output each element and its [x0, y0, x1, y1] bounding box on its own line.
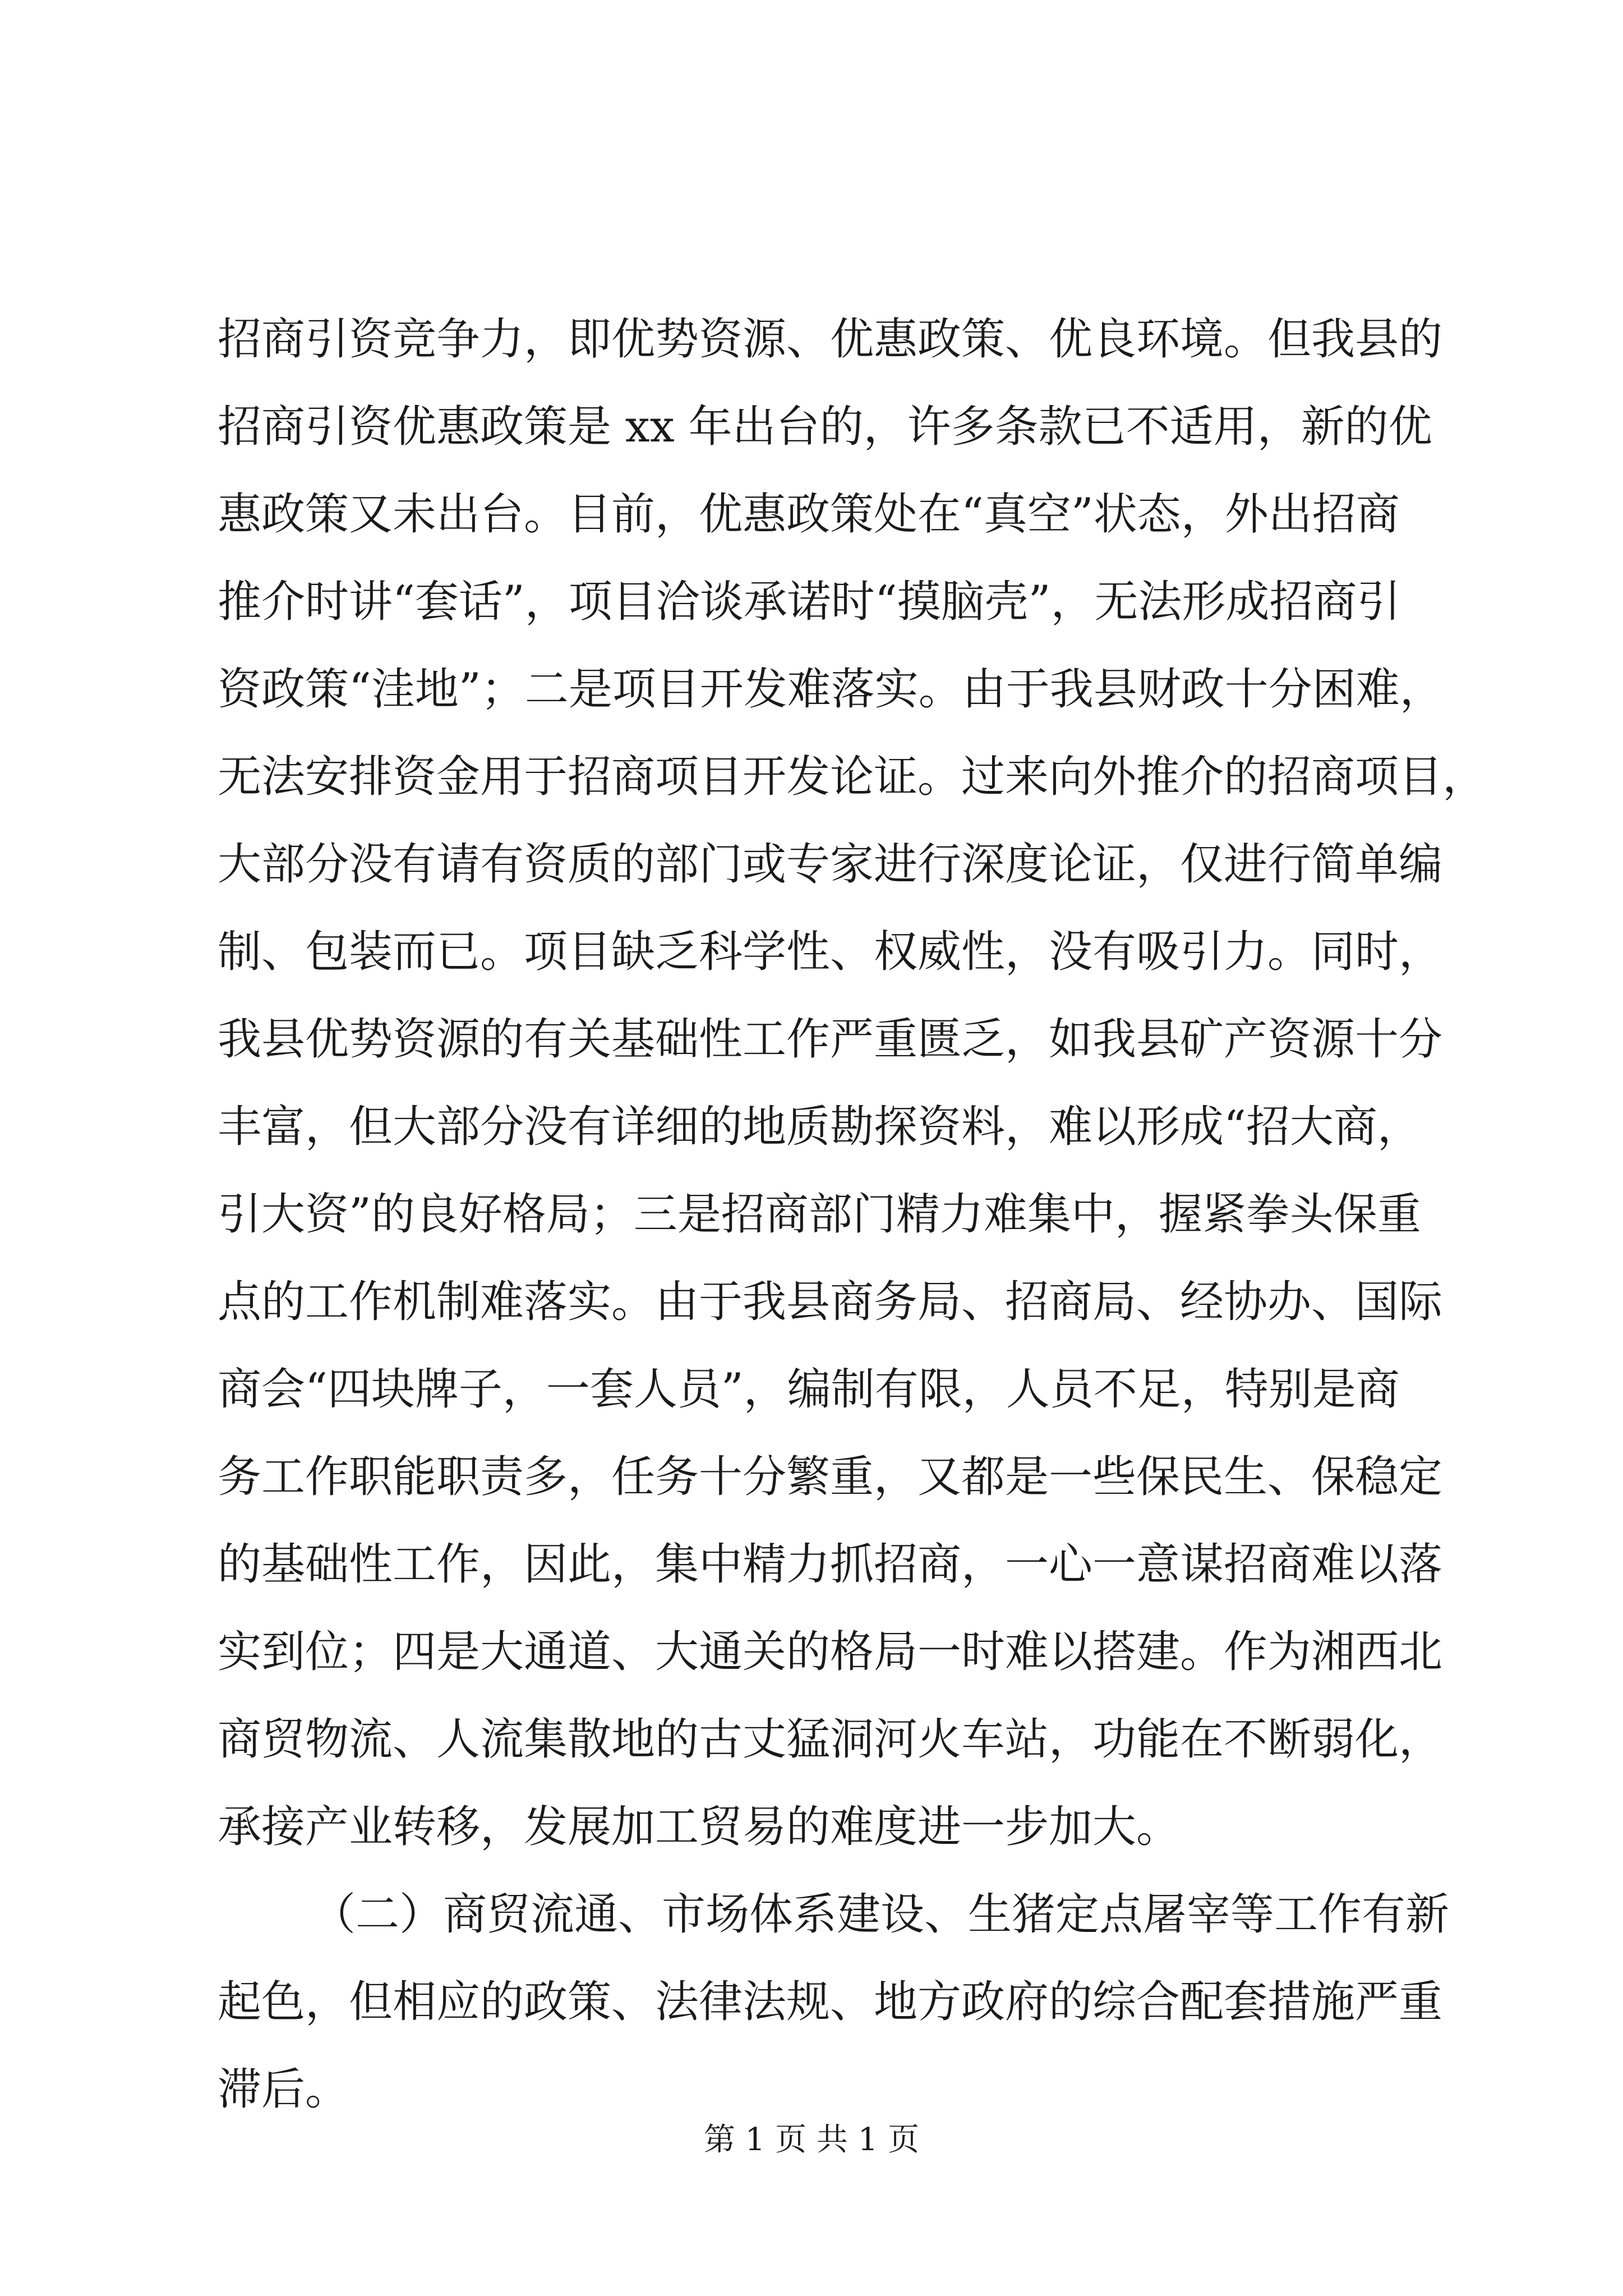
page-footer: 第 1 页 共 1 页: [703, 2122, 920, 2158]
text-line: 惠政策又未出台。目前，优惠政策处在“真空”状态，外出招商: [218, 489, 1400, 540]
text-line: 商会“四块牌子，一套人员”，编制有限，人员不足，特别是商: [218, 1364, 1400, 1415]
text-line: 推介时讲“套话”，项目洽谈承诺时“摸脑壳”，无法形成招商引: [218, 577, 1401, 627]
text-line: 招商引资竞争力，即优势资源、优惠政策、优良环境。但我县的: [218, 314, 1443, 365]
text-line: 务工作职能职责多，任务十分繁重，又都是一些保民生、保稳定: [218, 1452, 1443, 1502]
text-line: 的基础性工作，因此，集中精力抓招商，一心一意谋招商难以落: [218, 1539, 1443, 1590]
text-line: 大部分没有请有资质的部门或专家进行深度论证，仅进行简单编: [218, 839, 1443, 890]
text-line: 丰富，但大部分没有详细的地质勘探资料，难以形成“招大商，: [218, 1102, 1421, 1152]
text-line: 承接产业转移，发展加工贸易的难度进一步加大。: [218, 1802, 1181, 1852]
text-line: 引大资”的良好格局；三是招商部门精力难集中，握紧拳头保重: [218, 1189, 1421, 1240]
text-line: 无法安排资金用于招商项目开发论证。过来向外推介的招商项目，: [218, 752, 1487, 802]
text-line: 招商引资优惠政策是 xx 年出台的，许多条款已不适用，新的优: [218, 402, 1432, 452]
text-line: 资政策“洼地”；二是项目开发难落实。由于我县财政十分困难，: [218, 664, 1444, 715]
text-line: 滞后。: [218, 2064, 349, 2115]
text-line: 制、包装而已。项目缺乏科学性、权威性，没有吸引力。同时，: [218, 927, 1443, 977]
text-line: 商贸物流、人流集散地的古丈猛洞河火车站，功能在不断弱化，: [218, 1714, 1443, 1765]
text-line: 实到位；四是大通道、大通关的格局一时难以搭建。作为湘西北: [218, 1627, 1443, 1677]
text-line: 起色，但相应的政策、法律法规、地方政府的综合配套措施严重: [218, 1977, 1443, 2027]
text-line: 点的工作机制难落实。由于我县商务局、招商局、经协办、国际: [218, 1277, 1443, 1327]
text-line: 我县优势资源的有关基础性工作严重匮乏，如我县矿产资源十分: [218, 1014, 1443, 1065]
section-heading-line: （二）商贸流通、市场体系建设、生猪定点屠宰等工作有新: [312, 1889, 1450, 1940]
